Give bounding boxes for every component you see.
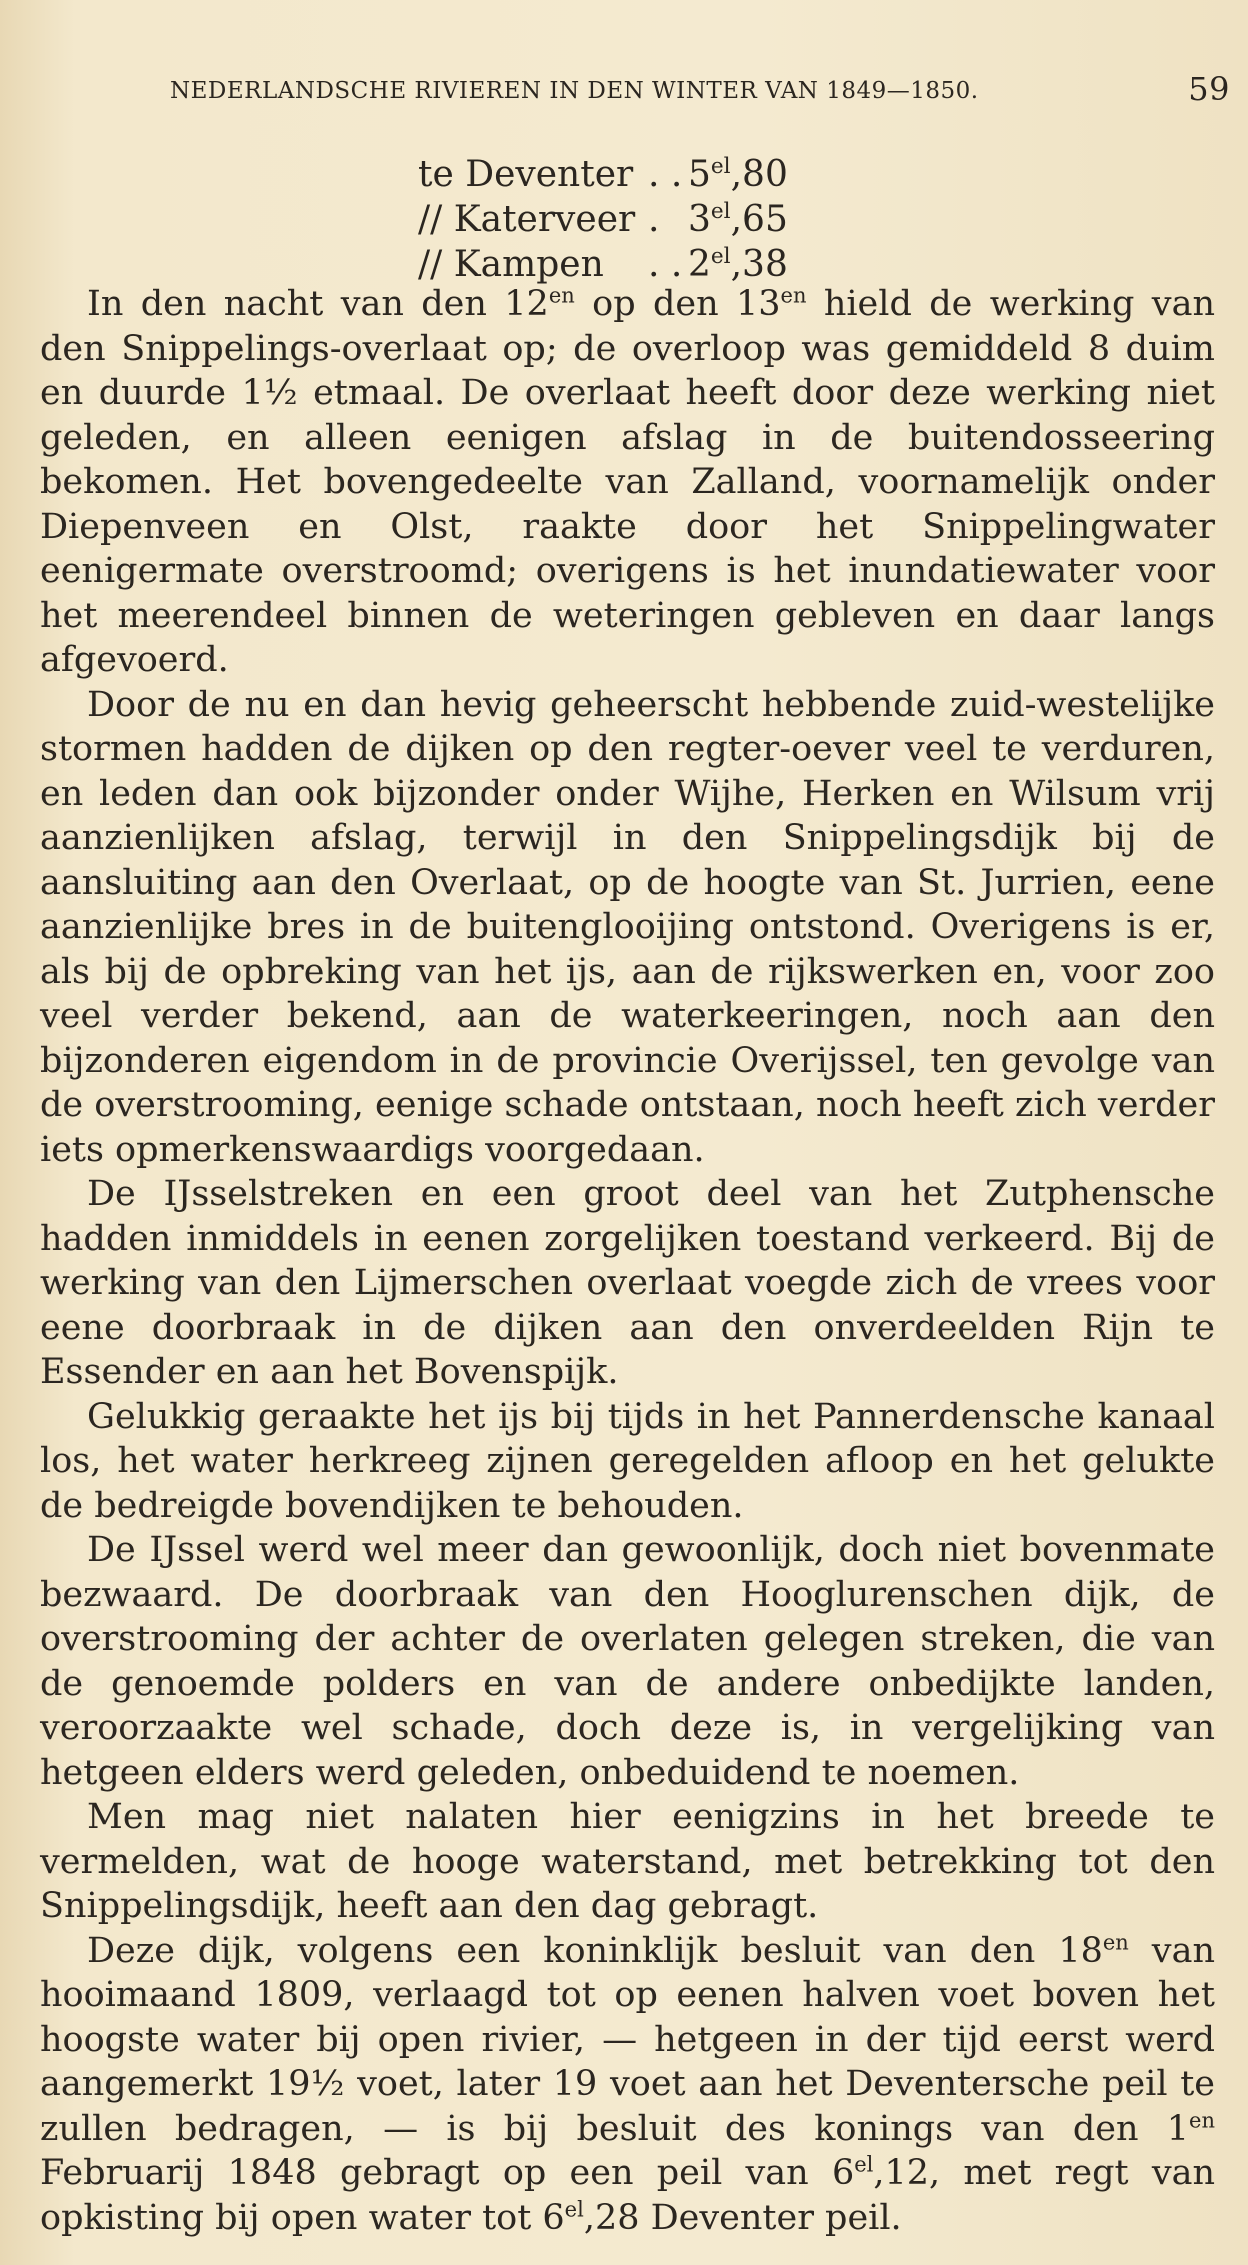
paragraph: In den nacht van den $12^{en}$ op den $13^{en}$ hield de werking van den Snippelings-overlaat op; de overloop was gemiddeld 8 duim en duurde 1½ etmaal. De overlaat heeft door deze werking niet geleden, en alleen eenigen afslag in de buitendosseering bekomen. Het bovengedeelte van Zalland, voornamelijk onder Diepenveen en Olst, raakte door het Snippelingwater eenigermate overstroomd; overigens is het inundatiewater voor het meerendeel binnen de weteringen gebleven en daar langs afgevoerd.: [40, 283, 1215, 680]
table-value: $3^{el},65$: [688, 199, 788, 240]
paragraph: Deze dijk, volgens een koninklijk besluit van den $18^{en}$ van hooimaand 1809, verlaagd tot op eenen halven voet boven het hoogste water bij open rivier, — hetgeen in der tijd eerst werd aangemerkt 19½ voet, later 19 voet aan het Deventersche peil te zullen bedragen, — is bij besluit des konings van den $1^{en}$ Februarij 1848 gebragt op een peil van $6^{el},12$, met regt van opkisting bij open water tot $6^{el},28$ Deventer peil.: [40, 1929, 1215, 2238]
table-place: te Deventer: [418, 154, 634, 195]
paragraph: Gelukkig geraakte het ijs bij tijds in het Pannerdensche kanaal los, het water herkreeg zijnen geregelden afloop en het gelukte de bedreigde bovendijken te behouden.: [40, 1396, 1215, 1526]
table-place: // Kampen: [418, 244, 604, 285]
table-value: $5^{el},80$: [688, 154, 788, 195]
table-dots: . .: [648, 154, 683, 195]
water-level-table: [418, 152, 848, 287]
paragraph: De IJsselstreken en een groot deel van het Zutphensche hadden inmiddels in eenen zorgelijken toestand verkeerd. Bij de werking van den Lijmerschen overlaat voegde zich de vrees voor eene doorbraak in de dijken aan den onverdeelden Rijn te Essender en aan het Bovenspijk.: [40, 1174, 1215, 1392]
table-place: // Katerveer: [418, 199, 636, 240]
body-text: [40, 282, 1215, 2240]
table-dots: . .: [648, 244, 683, 285]
table-dots: .: [648, 199, 660, 240]
running-title: NEDERLANDSCHE RIVIEREN IN DEN WINTER VAN 1849—1850.: [170, 78, 979, 104]
paragraph: De IJssel werd wel meer dan gewoonlijk, doch niet bovenmate bezwaard. De doorbraak van den Hooglurenschen dijk, de overstrooming der achter de overlaten gelegen streken, die van de genoemde polders en van de andere onbedijkte landen, veroorzaakte wel schade, doch deze is, in vergelijking van hetgeen elders werd geleden, onbeduidend te noemen.: [40, 1530, 1215, 1793]
page-number: 59: [1188, 70, 1230, 108]
paragraph: Men mag niet nalaten hier eenigzins in het breede te vermelden, wat de hooge waterstand, met betrekking tot den Snippelingsdijk, heeft aan den dag gebragt.: [40, 1797, 1215, 1926]
paragraph: Door de nu en dan hevig geheerscht hebbende zuid-westelijke stormen hadden de dijken op den regter-oever veel te verduren, en leden dan ook bijzonder onder Wijhe, Herken en Wilsum vrij aanzienlijken afslag, terwijl in den Snippelingsdijk bij de aansluiting aan den Overlaat, op de hoogte van St. Jurrien, eene aanzienlijke bres in de buitenglooijing ontstond. Overigens is er, als bij de opbreking van het ijs, aan de rijkswerken en, voor zoo veel verder bekend, aan de waterkeeringen, noch aan den bijzonderen eigendom in de provincie Overijssel, ten gevolge van de overstrooming, eenige schade ontstaan, noch heeft zich verder iets opmerkenswaardigs voorgedaan.: [40, 684, 1215, 1170]
table-row: [418, 242, 848, 287]
table-value: $2^{el},38$: [688, 244, 788, 285]
table-row: [418, 197, 848, 242]
table-row: [418, 152, 848, 197]
